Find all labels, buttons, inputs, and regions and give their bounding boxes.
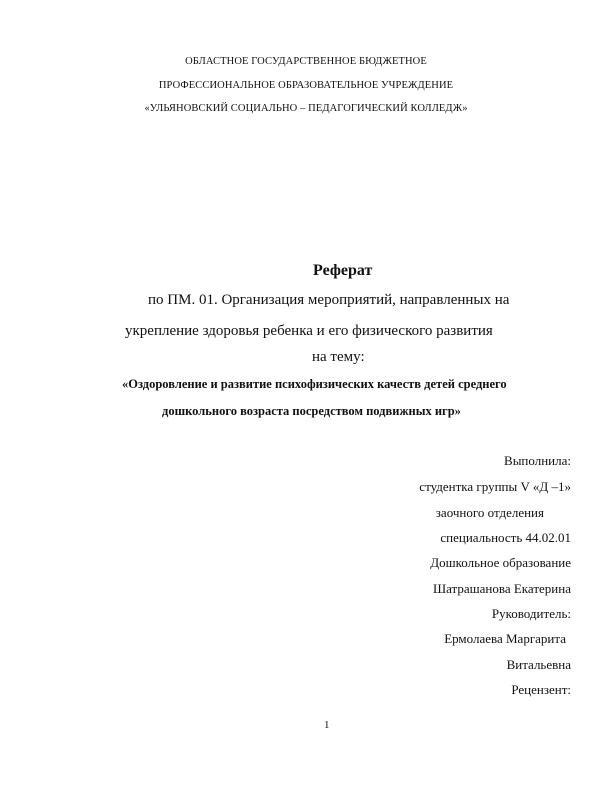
subject-line-2: укрепление здоровья ребенка и его физического развития (125, 323, 493, 339)
author-specialty: специальность 44.02.01 (440, 530, 571, 545)
institution-line-3: «УЛЬЯНОВСКИЙ СОЦИАЛЬНО – ПЕДАГОГИЧЕСКИЙ КОЛЛЕДЖ» (144, 103, 468, 114)
author-label: Выполнила: (504, 453, 571, 468)
subject-line-3: на тему: (312, 349, 365, 365)
institution-line-2: ПРОФЕССИОНАЛЬНОЕ ОБРАЗОВАТЕЛЬНОЕ УЧРЕЖДЕНИЕ (158, 80, 454, 91)
supervisor-name-line-2: Витальевна (506, 657, 571, 672)
subject-line-1: по ПМ. 01. Организация мероприятий, направленных на (148, 292, 510, 308)
supervisor-label: Руководитель: (491, 606, 571, 621)
reviewer-label: Рецензент: (511, 682, 571, 697)
author-specialty-name: Дошкольное образование (430, 555, 571, 570)
document-title: Реферат (313, 262, 373, 279)
author-name: Шатрашанова Екатерина (432, 581, 571, 596)
theme-line-2: дошкольного возраста посредством подвижных игр» (162, 404, 461, 418)
author-group: студентка группы V «Д –1» (419, 479, 571, 494)
author-department: заочного отделения (435, 505, 544, 520)
institution-line-1: ОБЛАСТНОЕ ГОСУДАРСТВЕННОЕ БЮДЖЕТНОЕ (185, 56, 427, 67)
supervisor-name-line-1: Ермолаева Маргарита (444, 631, 566, 646)
page-number: 1 (324, 719, 330, 731)
theme-line-1: «Оздоровление и развитие психофизических качеств детей среднего (122, 377, 507, 391)
